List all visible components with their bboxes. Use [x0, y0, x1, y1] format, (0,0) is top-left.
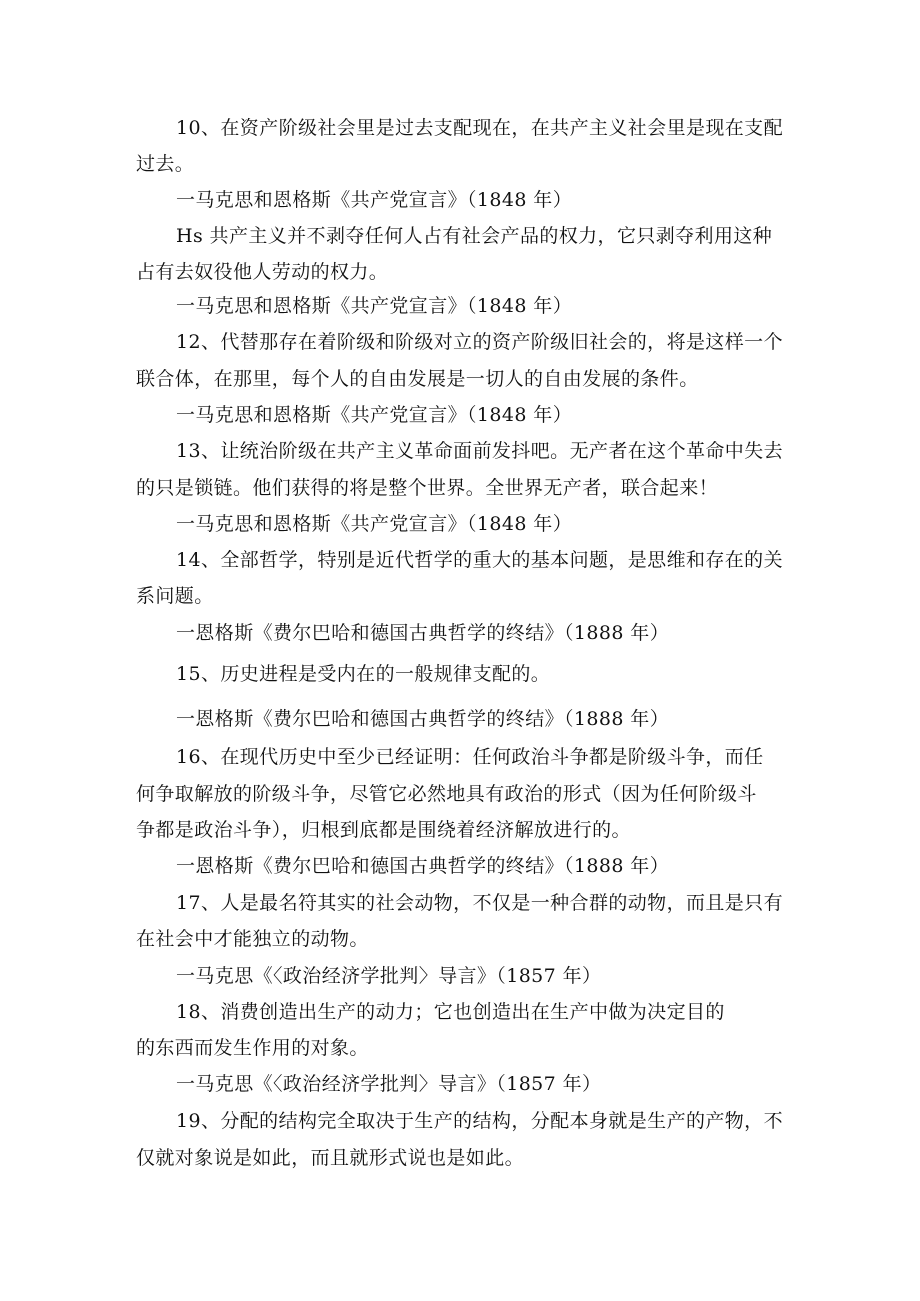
quote-18-line-2: 的东西而发生作用的对象。 — [136, 1037, 369, 1059]
quote-16-line-1: 16、在现代历史中至少已经证明：任何政治斗争都是阶级斗争，而任 — [176, 746, 764, 768]
quote-15-line-1: 15、历史进程是受内在的一般规律支配的。 — [176, 663, 551, 685]
quote-15-source: 一恩格斯《费尔巴哈和德国古典哲学的终结》（1888 年） — [176, 708, 670, 730]
quote-17-source: 一马克思《〈政治经济学批判〉导言》（1857 年） — [176, 965, 602, 987]
quote-18-source: 一马克思《〈政治经济学批判〉导言》（1857 年） — [176, 1073, 602, 1095]
quote-12-line-2: 联合体，在那里，每个人的自由发展是一切人的自由发展的条件。 — [136, 368, 699, 390]
quote-13-source: 一马克思和恩格斯《共产党宣言》（1848 年） — [176, 513, 573, 535]
quote-10-line-2: 过去。 — [136, 153, 195, 175]
quote-13-line-2: 的只是锁链。他们获得的将是整个世界。全世界无产者，联合起来！ — [136, 477, 719, 499]
quote-12-line-1: 12、代替那存在着阶级和阶级对立的资产阶级旧社会的，将是这样一个 — [176, 331, 783, 353]
quote-11-line-2: 占有去奴役他人劳动的权力。 — [136, 261, 389, 283]
quote-11-line-1: Hs 共产主义并不剥夺任何人占有社会产品的权力，它只剥夺利用这种 — [176, 225, 773, 247]
quote-13-line-1: 13、让统治阶级在共产主义革命面前发抖吧。无产者在这个革命中失去 — [176, 440, 783, 462]
quote-19-line-1: 19、分配的结构完全取决于生产的结构，分配本身就是生产的产物，不 — [176, 1110, 783, 1132]
quote-14-line-1: 14、全部哲学，特别是近代哲学的重大的基本问题，是思维和存在的关 — [176, 549, 783, 571]
quote-14-line-2: 系问题。 — [136, 585, 214, 607]
quote-18-line-1: 18、消费创造出生产的动力；它也创造出在生产中做为决定目的 — [176, 1001, 725, 1023]
quote-14-source: 一恩格斯《费尔巴哈和德国古典哲学的终结》（1888 年） — [176, 622, 670, 644]
quote-11-source: 一马克思和恩格斯《共产党宣言》（1848 年） — [176, 295, 573, 317]
quote-19-line-2: 仅就对象说是如此，而且就形式说也是如此。 — [136, 1147, 525, 1169]
quote-10-line-1: 10、在资产阶级社会里是过去支配现在，在共产主义社会里是现在支配 — [176, 117, 783, 139]
quote-17-line-1: 17、人是最名符其实的社会动物，不仅是一种合群的动物，而且是只有 — [176, 892, 783, 914]
quote-10-source: 一马克思和恩格斯《共产党宣言》（1848 年） — [176, 189, 573, 211]
quote-16-line-3: 争都是政治斗争），归根到底都是围绕着经济解放进行的。 — [136, 819, 631, 841]
quote-17-line-2: 在社会中才能独立的动物。 — [136, 928, 369, 950]
quote-16-line-2: 何争取解放的阶级斗争，尽管它必然地具有政治的形式（因为任何阶级斗 — [136, 783, 757, 805]
quote-12-source: 一马克思和恩格斯《共产党宣言》（1848 年） — [176, 404, 573, 426]
quote-16-source: 一恩格斯《费尔巴哈和德国古典哲学的终结》（1888 年） — [176, 855, 670, 877]
